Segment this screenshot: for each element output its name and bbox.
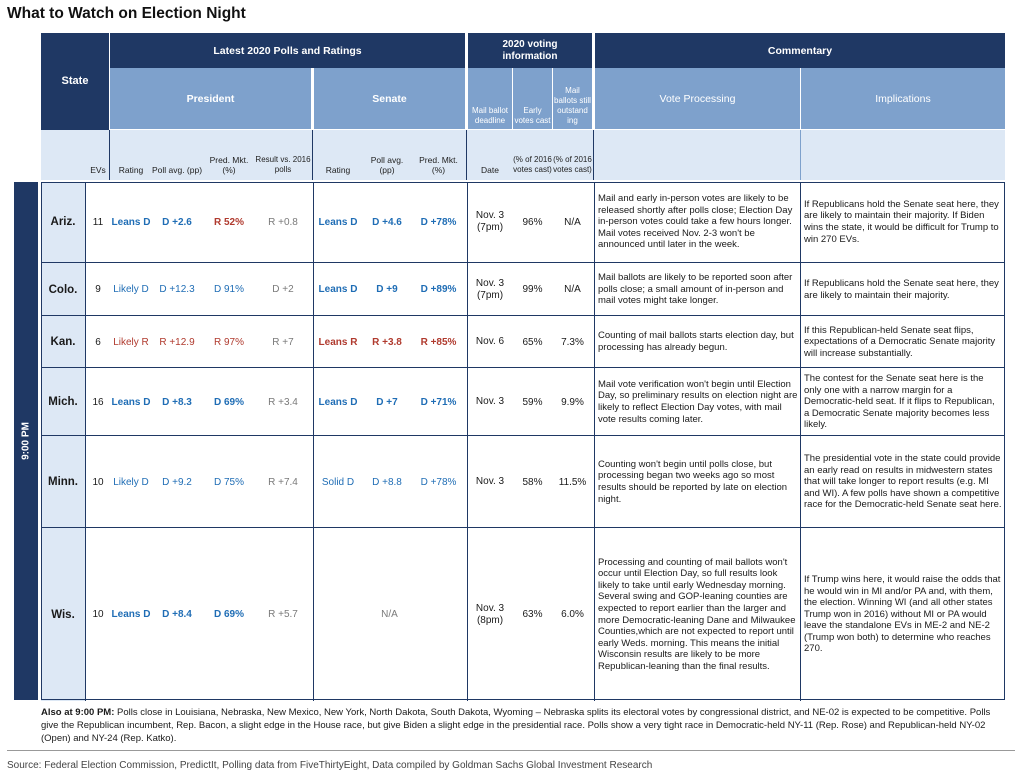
subheader-divider [109,130,110,180]
table-row [41,367,1005,436]
senate-rating: Leans D [318,216,358,228]
header-senate-label: Senate [372,92,407,105]
column-divider [467,436,468,528]
president-rating: Likely R [113,336,149,348]
electoral-votes: 9 [95,284,101,295]
subheader-sen-poll-avg-label: Poll avg. (pp) [370,155,404,175]
mail-deadline: Nov. 6 [475,336,505,347]
result-vs-2016: R +7 [272,336,294,348]
early-votes-pct: 58% [522,476,543,488]
senate-pred-mkt: D +78% [420,476,457,488]
early-votes-pct: 59% [522,396,543,408]
subheader-early-pct-label: (% of 2016 votes cast) [513,155,552,174]
header-implications-label: Implications [875,92,931,105]
column-divider [313,528,314,701]
time-bar [14,182,38,700]
column-divider [467,316,468,368]
column-divider [313,368,314,436]
result-vs-2016: R +0.8 [268,216,298,228]
subheader-sen-pred-mkt-label: Pred. Mkt. (%) [419,155,458,175]
header-senate [314,68,465,129]
early-votes-pct: 96% [522,216,543,228]
outstanding-pct: 11.5% [558,476,587,488]
column-divider [85,316,86,368]
subheader-sen-poll-avg [362,130,412,180]
subheader-divider [312,130,313,180]
result-vs-2016: R +7.4 [268,476,298,488]
senate-rating: Leans D [318,284,358,295]
column-divider [313,436,314,528]
senate-poll-avg: D +9 [376,284,398,295]
header-president-label: President [186,92,235,105]
senate-pred-mkt: D +71% [420,396,457,408]
president-rating: Likely D [113,284,149,295]
column-divider [85,528,86,701]
column-divider [594,182,595,262]
column-divider [800,528,801,701]
outstanding-pct: 9.9% [561,396,584,408]
president-poll-avg: D +2.6 [162,216,192,228]
column-divider [467,368,468,436]
column-divider [85,182,86,262]
president-poll-avg: D +12.3 [159,284,195,295]
column-divider [800,182,801,262]
early-votes-pct: 63% [522,609,543,620]
state-name: Wis. [41,528,85,701]
state-name: Colo. [41,263,85,316]
footnote [41,706,1003,745]
subheader-divider [800,130,801,180]
outstanding-pct: 6.0% [561,609,584,620]
president-poll-avg: D +8.4 [162,609,192,620]
column-divider [800,436,801,528]
header-polls-group [110,33,465,68]
column-divider [800,263,801,316]
mail-deadline: Nov. 3 [475,396,505,407]
president-rating: Leans D [111,216,151,228]
header-voting-group-label: 2020 voting information [502,38,558,62]
vote-processing-text: Mail and early in-person votes are likely to be released shortly after polls close; Election Day in-person votes could take a few hours longer. Mail votes received Nov. 2-3 won't be announced until later in the week. [598,193,793,251]
page-title: What to Watch on Election Night [7,5,246,22]
state-name: Mich. [41,368,85,436]
vote-processing-text: Counting won't begin until polls close, but processing began two weeks ago so most results should be reported by late on election night. [598,458,788,505]
president-pred-mkt: R 52% [213,216,244,228]
president-poll-avg: R +12.9 [159,336,195,348]
outstanding-pct: 7.3% [561,336,584,348]
header-commentary-group-label: Commentary [767,44,833,57]
header-commentary-group [595,33,1005,68]
implications-text: The contest for the Senate seat here is the only one with a narrow margin for a Democratic-held seat. If it flips to Republican, a Democratic Senate majority becomes less likely. [804,373,995,431]
subheader-result-vs [255,130,311,180]
senate-poll-avg: R +3.8 [372,336,402,348]
header-mail-deadline-label: Mail ballot deadline [471,106,508,125]
header-implications [801,68,1005,129]
table-row [41,527,1005,701]
senate-rating: Leans D [318,396,358,408]
outstanding-pct: N/A [564,216,581,228]
president-pred-mkt: D 75% [213,476,244,488]
source-divider [7,750,1015,751]
column-divider [467,263,468,316]
column-divider [467,528,468,701]
footnote-text: Polls close in Louisiana, Nebraska, New Mexico, New York, North Dakota, South Dakota, Wyoming – Nebraska splits its electoral votes by congressional district, and NE-02 is expected to be competitive. Polls give the Republican incumbent, Rep. Bacon, a slight edge in the House race, but give Biden a slight edge in the presidential race. Polls show a very tight race in Democratic-held NY-11 (Rep. Rose) and Republican-held NY-02 (Open) and NY-24 (Rep. Katko). [41,707,991,744]
column-divider [594,436,595,528]
header-vote-processing [595,68,800,129]
vote-processing-text: Counting of mail ballots starts election day, but processing has already begun. [598,330,794,353]
column-divider [467,182,468,262]
electoral-votes: 10 [92,476,104,488]
subheader-early-pct [513,130,552,180]
vote-processing-text: Processing and counting of mail ballots won't occur until Election Day, so full results look likely to take until early Wednesday morning. Several swing and GOP-leaning counties are expected to report earlier than the larger and more Democratic-leaning Dane and Milwaukee Counties,which are not expected to report until early Weds. morning. This means the initial Wisconsin results are likely to be more Republican-leaning than the final results. [598,556,796,672]
column-divider [313,316,314,368]
column-divider [313,182,314,262]
header-president [110,68,311,129]
subheader-sen-rating [314,130,362,180]
table-row [41,182,1005,262]
mail-deadline: Nov. 3 (8pm) [475,602,505,626]
header-mail-deadline [468,68,512,129]
subheader-pred-mkt-label: Pred. Mkt. (%) [209,155,249,175]
header-state-label: State [61,75,89,87]
column-divider [594,368,595,436]
state-name: Kan. [41,316,85,368]
header-early-votes-label: Early votes cast [514,106,551,125]
electoral-votes: 11 [92,216,104,228]
president-poll-avg: D +8.3 [162,396,192,408]
senate-pred-mkt: D +89% [420,284,457,295]
implications-text: If Trump wins here, it would raise the odds that he would win in MI and/or PA and, with them, the election. Winning WI (and all other states Trump won in 2016) without MI or PA would leave the standalone EVs in ME-2 and NE-2 (Trump won both) to determine who reaches 270. [804,573,1001,655]
column-divider [594,263,595,316]
column-divider [85,368,86,436]
subheader-out-pct [553,130,592,180]
subheader-out-pct-label: (% of 2016 votes cast) [553,155,592,174]
result-vs-2016: D +2 [272,284,294,295]
column-divider [594,528,595,701]
outstanding-pct: N/A [564,284,581,295]
implications-text: If this Republican-held Senate seat flips, expectations of a Democratic Senate majority will increase substantially. [804,324,996,359]
column-divider [85,263,86,316]
state-name: Ariz. [41,182,85,262]
subheader-rating-label: Rating [118,165,144,175]
subheader-date [468,130,512,180]
early-votes-pct: 99% [522,284,543,295]
subheader-pred-mkt [203,130,255,180]
president-rating: Leans D [111,396,151,408]
subheader-divider [466,130,467,180]
implications-text: If Republicans hold the Senate seat here, they are likely to maintain their majority. If Biden wins the state, it would be difficult for Trump to win 270 EVs. [804,198,999,245]
header-outstanding [553,68,592,129]
subheader-evs-label: EVs [90,165,106,175]
state-name: Minn. [41,436,85,528]
president-pred-mkt: R 97% [213,336,244,348]
vote-processing-text: Mail vote verification won't begin until Election Day, so preliminary results on election night are likely to reflect Election Day votes, with mail vote results coming later. [598,378,798,425]
subheader-sen-rating-label: Rating [325,165,351,175]
president-pred-mkt: D 69% [213,396,244,408]
electoral-votes: 16 [92,396,104,408]
president-rating: Leans D [111,609,151,620]
subheader-poll-avg [151,130,203,180]
subheader-date-label: Date [481,165,499,175]
senate-rating: Leans R [318,336,358,348]
column-divider [313,263,314,316]
header-outstanding-label: Mail ballots still outstand ing [554,86,591,125]
electoral-votes: 6 [95,336,101,348]
source-note: Source: Federal Election Commission, PredictIt, Polling data from FiveThirtyEight, Data compiled by Goldman Sachs Global Investment Research [7,760,653,771]
table-row [41,435,1005,528]
senate-rating: Solid D [321,476,355,488]
mail-deadline: Nov. 3 [475,476,505,487]
president-pred-mkt: D 69% [213,609,244,620]
table-row [41,315,1005,368]
senate-pred-mkt: R +85% [420,336,457,348]
subheader-rating [111,130,151,180]
implications-text: The presidential vote in the state could provide an early read on results in midwestern states that will take longer to report results (e.g. MI and WI). A few polls have shown a competitive race for the Democratic-held Senate seat here. [804,453,1002,511]
header-early-votes [513,68,552,129]
subheader-result-vs-label: Result vs. 2016 polls [255,155,311,174]
vote-processing-text: Mail ballots are likely to be reported soon after polls close; a small amount of in-person and mail votes might take longer. [598,272,793,307]
implications-text: If Republicans hold the Senate seat here, they are likely to maintain their majority. [804,277,999,301]
time-label: 9:00 PM [20,422,32,460]
header-vote-processing-label: Vote Processing [659,92,736,105]
mail-deadline: Nov. 3 (7pm) [475,210,505,233]
subheader-evs [85,130,111,180]
column-divider [800,368,801,436]
footnote-lead: Also at 9:00 PM: [41,707,115,718]
early-votes-pct: 65% [522,336,543,348]
electoral-votes: 10 [92,609,104,620]
header-voting-group [468,33,592,68]
senate-na: N/A [381,609,398,620]
senate-poll-avg: D +8.8 [372,476,402,488]
president-rating: Likely D [113,476,149,488]
column-divider [594,316,595,368]
table-row [41,262,1005,316]
senate-pred-mkt: D +78% [420,216,457,228]
header-state [41,33,109,130]
president-poll-avg: D +9.2 [162,476,192,488]
column-divider [85,436,86,528]
subheader-divider [593,130,594,180]
subheader-sen-pred-mkt [412,130,465,180]
president-pred-mkt: D 91% [213,284,244,295]
header-polls-group-label: Latest 2020 Polls and Ratings [213,44,362,57]
senate-poll-avg: D +4.6 [372,216,402,228]
result-vs-2016: R +5.7 [268,609,298,620]
result-vs-2016: R +3.4 [268,396,298,408]
senate-poll-avg: D +7 [376,396,398,408]
mail-deadline: Nov. 3 (7pm) [475,277,505,301]
subheader-poll-avg-label: Poll avg. (pp) [151,165,203,175]
column-divider [800,316,801,368]
